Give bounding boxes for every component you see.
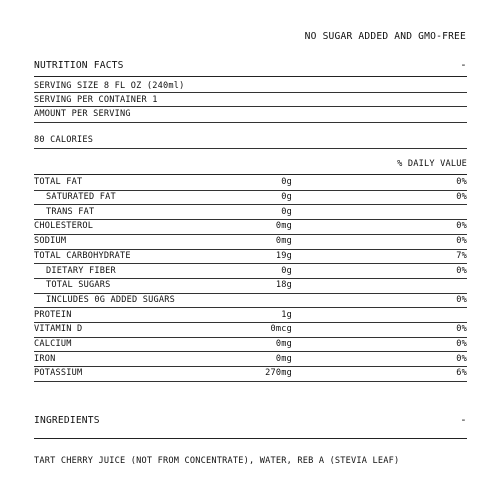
nutrient-amount: 0g: [281, 206, 292, 217]
nutrient-row: [34, 219, 467, 234]
nutrient-name: POTASSIUM: [34, 368, 83, 379]
nutrient-amount: 270mg: [265, 368, 292, 379]
nutrient-name: CALCIUM: [34, 339, 72, 350]
divider: [34, 106, 467, 107]
nutrient-daily-value: 0%: [456, 324, 467, 335]
nutrient-row: [34, 366, 467, 381]
nutrient-row: [34, 322, 467, 337]
servings-per-container: SERVING PER CONTAINER 1: [34, 95, 158, 105]
nutrition-facts-header[interactable]: [34, 58, 467, 71]
nutrient-row: [34, 234, 467, 249]
nutrient-row: [34, 190, 467, 205]
nutrient-row: [34, 337, 467, 352]
nutrient-daily-value: 0%: [456, 265, 467, 276]
ingredients-header[interactable]: [34, 413, 467, 426]
daily-value-header: % DAILY VALUE: [397, 159, 467, 169]
nutrient-amount: 0g: [281, 192, 292, 203]
collapse-icon[interactable]: -: [460, 413, 467, 426]
nutrient-row: [34, 249, 467, 264]
nutrient-row: [34, 293, 467, 308]
nutrient-name: IRON: [34, 353, 56, 364]
amount-per-serving: AMOUNT PER SERVING: [34, 109, 131, 119]
nutrient-daily-value: 0%: [456, 221, 467, 232]
nutrient-amount: 0g: [281, 265, 292, 276]
divider: [34, 148, 467, 149]
nutrient-amount: 0mcg: [270, 324, 292, 335]
nutrient-name: TOTAL FAT: [34, 177, 83, 188]
nutrient-amount: 18g: [275, 280, 292, 291]
nutrient-amount: 0mg: [275, 236, 292, 247]
nutrient-row: [34, 307, 467, 322]
nutrition-facts-title: NUTRITION FACTS: [34, 60, 124, 71]
nutrient-daily-value: 7%: [456, 250, 467, 261]
nutrient-amount: 1g: [281, 309, 292, 320]
divider: [34, 92, 467, 93]
nutrient-daily-value: 0%: [456, 192, 467, 203]
nutrient-row: [34, 278, 467, 293]
nutrient-daily-value: 0%: [456, 294, 467, 305]
nutrient-amount: 0mg: [275, 221, 292, 232]
collapse-icon[interactable]: -: [460, 58, 467, 71]
nutrient-name: DIETARY FIBER: [46, 265, 116, 276]
nutrient-name: SODIUM: [34, 236, 67, 247]
tagline: NO SUGAR ADDED AND GMO-FREE: [304, 31, 466, 42]
ingredients-text: TART CHERRY JUICE (NOT FROM CONCENTRATE), WATER, REB A (STEVIA LEAF): [34, 456, 400, 466]
nutrient-daily-value: 0%: [456, 236, 467, 247]
nutrient-row: [34, 175, 467, 190]
nutrient-amount: 0mg: [275, 339, 292, 350]
nutrient-daily-value: 6%: [456, 368, 467, 379]
nutrient-daily-value: 0%: [456, 353, 467, 364]
nutrient-name: TRANS FAT: [46, 206, 95, 217]
nutrient-name: TOTAL SUGARS: [46, 280, 111, 291]
serving-size: SERVING SIZE 8 FL OZ (240ml): [34, 81, 185, 91]
ingredients-title: INGREDIENTS: [34, 415, 100, 426]
nutrient-daily-value: 0%: [456, 339, 467, 350]
nutrient-row: [34, 204, 467, 219]
nutrient-name: PROTEIN: [34, 309, 72, 320]
nutrient-daily-value: 0%: [456, 177, 467, 188]
nutrient-name: CHOLESTEROL: [34, 221, 94, 232]
nutrient-name: INCLUDES 0G ADDED SUGARS: [46, 294, 175, 305]
divider: [34, 76, 467, 77]
nutrient-amount: 0mg: [275, 353, 292, 364]
divider: [34, 438, 467, 439]
nutrient-amount: 0g: [281, 177, 292, 188]
nutrient-row: [34, 263, 467, 278]
nutrient-name: VITAMIN D: [34, 324, 83, 335]
nutrient-amount: 19g: [275, 250, 292, 261]
nutrient-name: SATURATED FAT: [46, 192, 116, 203]
nutrient-row: [34, 351, 467, 366]
divider: [34, 122, 467, 123]
calories: 80 CALORIES: [34, 135, 94, 145]
divider: [34, 381, 467, 382]
nutrient-name: TOTAL CARBOHYDRATE: [34, 250, 131, 261]
